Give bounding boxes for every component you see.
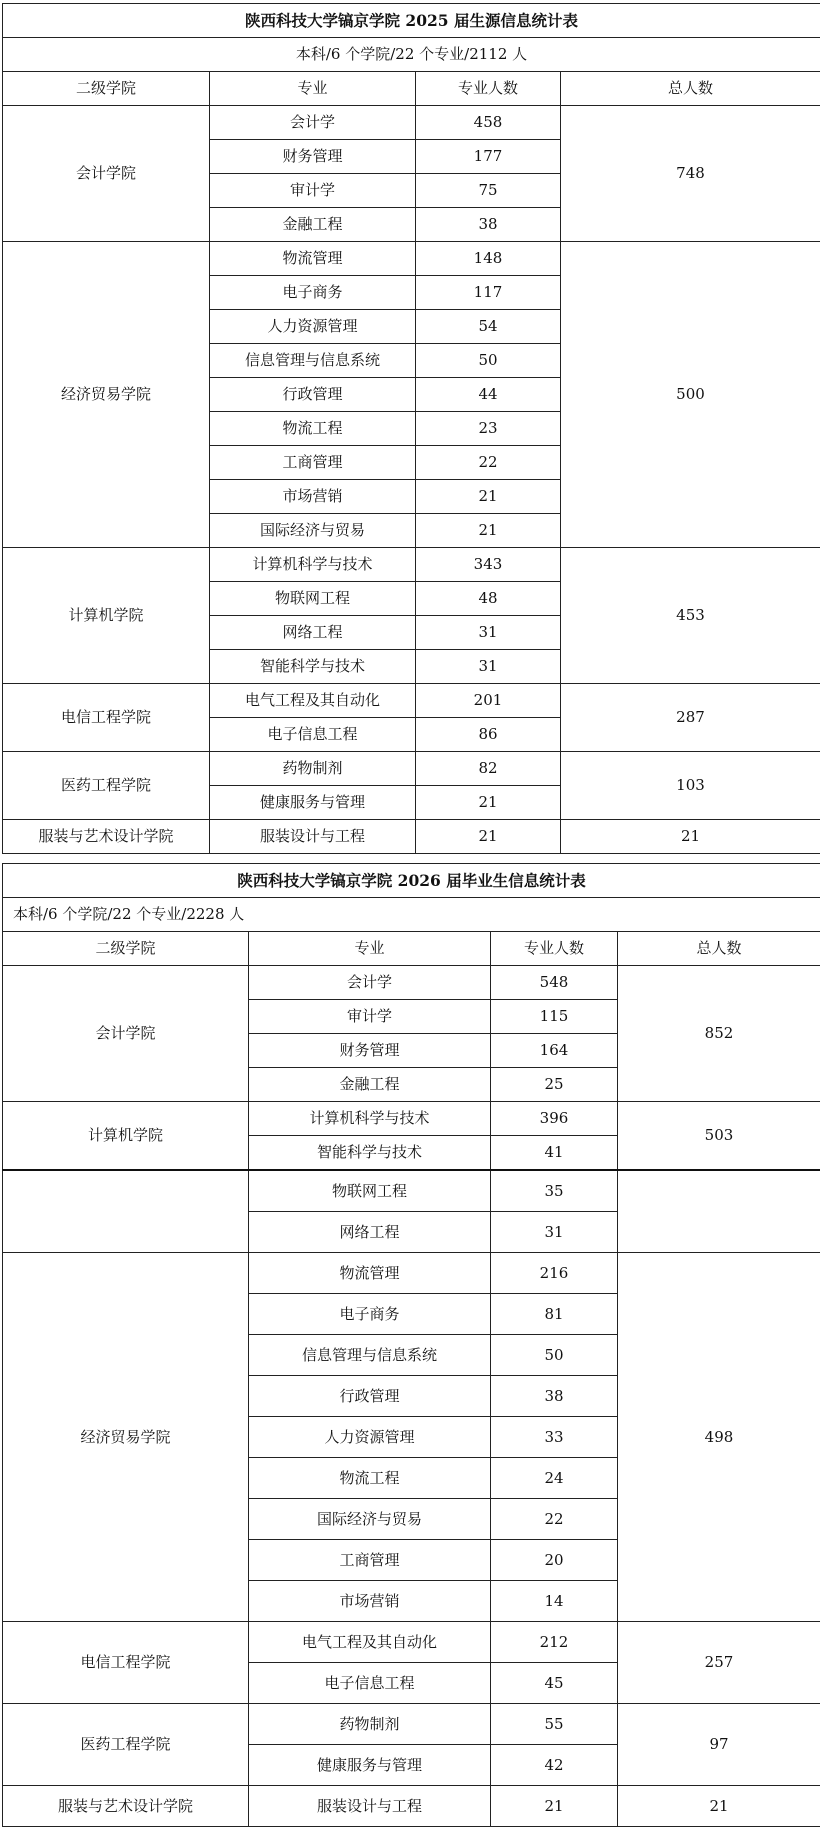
college-total-cell: 852 [618, 966, 820, 1102]
major-count-cell: 148 [416, 242, 561, 276]
college-cell: 电信工程学院 [3, 684, 210, 752]
college-total-cell: 453 [561, 548, 820, 684]
header-major-count: 专业人数 [416, 72, 561, 106]
major-count-cell: 164 [491, 1034, 618, 1068]
major-cell: 电子信息工程 [210, 718, 416, 752]
major-count-cell: 31 [491, 1212, 618, 1253]
major-cell: 行政管理 [210, 378, 416, 412]
college-cell: 医药工程学院 [3, 1704, 249, 1786]
college-cell: 经济贸易学院 [3, 242, 210, 548]
major-count-cell: 81 [491, 1294, 618, 1335]
major-count-cell: 33 [491, 1417, 618, 1458]
major-cell: 电气工程及其自动化 [210, 684, 416, 718]
college-cell: 计算机学院 [3, 548, 210, 684]
major-count-cell: 25 [491, 1068, 618, 1102]
major-cell: 财务管理 [249, 1034, 491, 1068]
table-row [3, 966, 820, 1000]
major-cell: 网络工程 [249, 1212, 491, 1253]
major-cell: 物联网工程 [249, 1170, 491, 1212]
major-count-cell: 86 [416, 718, 561, 752]
major-cell: 物流工程 [210, 412, 416, 446]
college-total-cell: 498 [618, 1253, 820, 1622]
header-college: 二级学院 [3, 932, 249, 966]
major-count-cell: 21 [416, 786, 561, 820]
table-row [3, 1253, 820, 1294]
major-cell: 市场营销 [210, 480, 416, 514]
major-count-cell: 24 [491, 1458, 618, 1499]
major-cell: 审计学 [249, 1000, 491, 1034]
major-count-cell: 22 [416, 446, 561, 480]
college-cell [3, 1170, 249, 1253]
major-cell: 健康服务与管理 [249, 1745, 491, 1786]
major-cell: 药物制剂 [249, 1704, 491, 1745]
major-count-cell: 82 [416, 752, 561, 786]
major-count-cell: 75 [416, 174, 561, 208]
college-cell: 计算机学院 [3, 1102, 249, 1171]
major-count-cell: 44 [416, 378, 561, 412]
major-count-cell: 31 [416, 616, 561, 650]
college-total-cell: 103 [561, 752, 820, 820]
major-cell: 药物制剂 [210, 752, 416, 786]
table-row [3, 752, 820, 786]
major-count-cell: 201 [416, 684, 561, 718]
header-total: 总人数 [618, 932, 820, 966]
major-cell: 智能科学与技术 [249, 1136, 491, 1171]
major-cell: 物流工程 [249, 1458, 491, 1499]
table-summary: 本科/6 个学院/22 个专业/2112 人 [3, 38, 820, 72]
major-count-cell: 45 [491, 1663, 618, 1704]
major-cell: 服装设计与工程 [249, 1786, 491, 1827]
college-cell: 电信工程学院 [3, 1622, 249, 1704]
major-cell: 健康服务与管理 [210, 786, 416, 820]
table-title: 陕西科技大学镐京学院 2025 届生源信息统计表 [3, 4, 820, 38]
major-cell: 电子信息工程 [249, 1663, 491, 1704]
major-count-cell: 458 [416, 106, 561, 140]
college-total-cell: 748 [561, 106, 820, 242]
table-summary: 本科/6 个学院/22 个专业/2228 人 [3, 898, 820, 932]
major-count-cell: 14 [491, 1581, 618, 1622]
major-cell: 会计学 [210, 106, 416, 140]
header-college: 二级学院 [3, 72, 210, 106]
major-count-cell: 21 [416, 820, 561, 854]
table-row [3, 820, 820, 854]
major-count-cell: 22 [491, 1499, 618, 1540]
major-count-cell: 115 [491, 1000, 618, 1034]
major-count-cell: 54 [416, 310, 561, 344]
major-count-cell: 38 [491, 1376, 618, 1417]
major-count-cell: 396 [491, 1102, 618, 1136]
major-cell: 服装设计与工程 [210, 820, 416, 854]
major-cell: 行政管理 [249, 1376, 491, 1417]
header-major: 专业 [249, 932, 491, 966]
major-count-cell: 212 [491, 1622, 618, 1663]
college-cell: 会计学院 [3, 106, 210, 242]
college-total-cell: 97 [618, 1704, 820, 1786]
major-count-cell: 50 [416, 344, 561, 378]
college-total-cell [618, 1170, 820, 1253]
major-count-cell: 21 [491, 1786, 618, 1827]
major-cell: 物流管理 [249, 1253, 491, 1294]
table-row [3, 1102, 820, 1136]
major-count-cell: 42 [491, 1745, 618, 1786]
major-cell: 市场营销 [249, 1581, 491, 1622]
major-count-cell: 343 [416, 548, 561, 582]
table-row [3, 106, 820, 140]
college-cell: 服装与艺术设计学院 [3, 1786, 249, 1827]
college-cell: 经济贸易学院 [3, 1253, 249, 1622]
major-count-cell: 23 [416, 412, 561, 446]
major-cell: 物联网工程 [210, 582, 416, 616]
major-count-cell: 21 [416, 514, 561, 548]
header-total: 总人数 [561, 72, 820, 106]
college-total-cell: 257 [618, 1622, 820, 1704]
major-cell: 人力资源管理 [210, 310, 416, 344]
major-cell: 计算机科学与技术 [210, 548, 416, 582]
major-count-cell: 21 [416, 480, 561, 514]
header-major: 专业 [210, 72, 416, 106]
major-cell: 审计学 [210, 174, 416, 208]
major-count-cell: 31 [416, 650, 561, 684]
major-cell: 信息管理与信息系统 [210, 344, 416, 378]
major-cell: 计算机科学与技术 [249, 1102, 491, 1136]
major-cell: 工商管理 [210, 446, 416, 480]
major-count-cell: 50 [491, 1335, 618, 1376]
major-count-cell: 38 [416, 208, 561, 242]
major-cell: 财务管理 [210, 140, 416, 174]
major-count-cell: 177 [416, 140, 561, 174]
major-cell: 金融工程 [210, 208, 416, 242]
major-count-cell: 20 [491, 1540, 618, 1581]
major-count-cell: 35 [491, 1170, 618, 1212]
major-cell: 智能科学与技术 [210, 650, 416, 684]
major-count-cell: 548 [491, 966, 618, 1000]
college-total-cell: 500 [561, 242, 820, 548]
table-row [3, 242, 820, 276]
statistics-table-2025 [2, 3, 820, 854]
major-cell: 金融工程 [249, 1068, 491, 1102]
table-row [3, 1786, 820, 1827]
table-row [3, 1704, 820, 1745]
major-cell: 物流管理 [210, 242, 416, 276]
header-major-count: 专业人数 [491, 932, 618, 966]
major-cell: 国际经济与贸易 [249, 1499, 491, 1540]
college-cell: 医药工程学院 [3, 752, 210, 820]
major-count-cell: 41 [491, 1136, 618, 1171]
major-count-cell: 55 [491, 1704, 618, 1745]
major-cell: 电子商务 [249, 1294, 491, 1335]
college-cell: 会计学院 [3, 966, 249, 1102]
statistics-table-2026 [2, 863, 820, 1827]
table-row [3, 1170, 820, 1212]
table-row [3, 684, 820, 718]
table-title: 陕西科技大学镐京学院 2026 届毕业生信息统计表 [3, 864, 820, 898]
major-cell: 电气工程及其自动化 [249, 1622, 491, 1663]
major-count-cell: 48 [416, 582, 561, 616]
major-count-cell: 117 [416, 276, 561, 310]
college-total-cell: 287 [561, 684, 820, 752]
college-total-cell: 21 [561, 820, 820, 854]
major-cell: 国际经济与贸易 [210, 514, 416, 548]
major-cell: 电子商务 [210, 276, 416, 310]
major-cell: 人力资源管理 [249, 1417, 491, 1458]
college-total-cell: 21 [618, 1786, 820, 1827]
major-cell: 工商管理 [249, 1540, 491, 1581]
college-total-cell: 503 [618, 1102, 820, 1171]
header-row [3, 72, 820, 106]
college-cell: 服装与艺术设计学院 [3, 820, 210, 854]
header-row [3, 932, 820, 966]
major-cell: 会计学 [249, 966, 491, 1000]
major-count-cell: 216 [491, 1253, 618, 1294]
major-cell: 网络工程 [210, 616, 416, 650]
major-cell: 信息管理与信息系统 [249, 1335, 491, 1376]
table-row [3, 548, 820, 582]
table-row [3, 1622, 820, 1663]
